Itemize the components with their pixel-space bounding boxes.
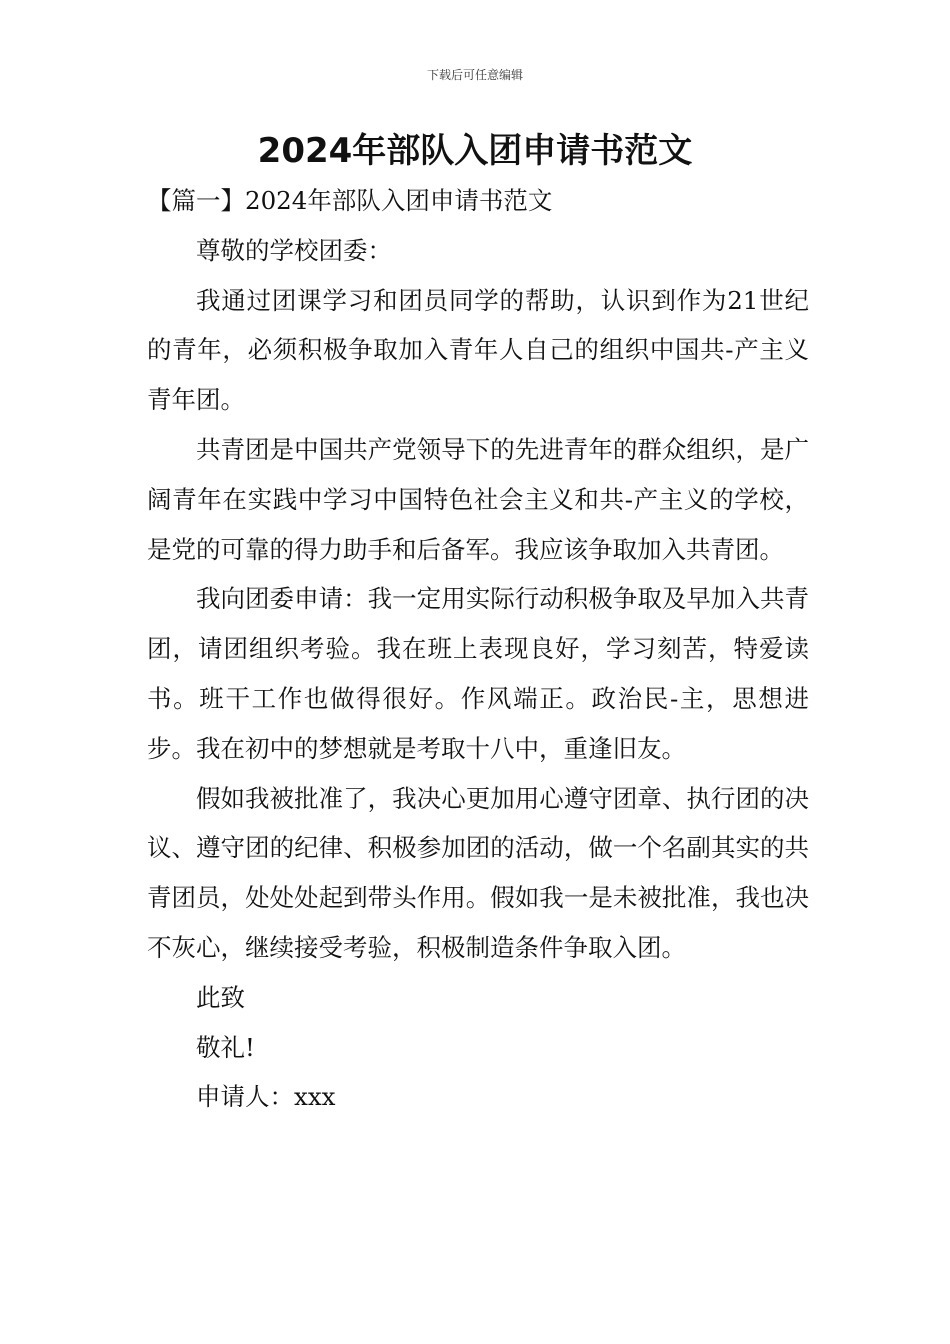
- paragraph-2: 共青团是中国共产党领导下的先进青年的群众组织，是广阔青年在实践中学习中国特色社会主义和共-产主义的学校，是党的可靠的得力助手和后备军。我应该争取加入共青团。: [147, 434, 809, 564]
- salutation: 尊敬的学校团委：: [196, 235, 392, 265]
- signature: 申请人：xxx: [196, 1082, 336, 1112]
- closing: 此致: [196, 982, 245, 1012]
- paragraph-1: 我通过团课学习和团员同学的帮助，认识到作为21世纪的青年，必须积极争取加入青年人自己的组织中国共-产主义青年团。: [147, 285, 809, 415]
- document-body: [147, 176, 809, 1122]
- document-title: 2024年部队入团申请书范文: [257, 131, 693, 171]
- header-note: 下载后可任意编辑: [426, 68, 523, 82]
- section-heading: 【篇一】2024年部队入团申请书范文: [147, 186, 553, 215]
- paragraph-4: 假如我被批准了，我决心更加用心遵守团章、执行团的决议、遵守团的纪律、积极参加团的活动，做一个名副其实的共青团员，处处处起到带头作用。假如我一是未被批准，我也决不灰心，继续接受考验，积极制造条件争取入团。: [147, 783, 809, 962]
- regards: 敬礼!: [196, 1032, 255, 1062]
- paragraph-3: 我向团委申请：我一定用实际行动积极争取及早加入共青团，请团组织考验。我在班上表现良好，学习刻苦，特爱读书。班干工作也做得很好。作风端正。政治民-主，思想进步。我在初中的梦想就是考取十八中，重逢旧友。: [147, 584, 809, 763]
